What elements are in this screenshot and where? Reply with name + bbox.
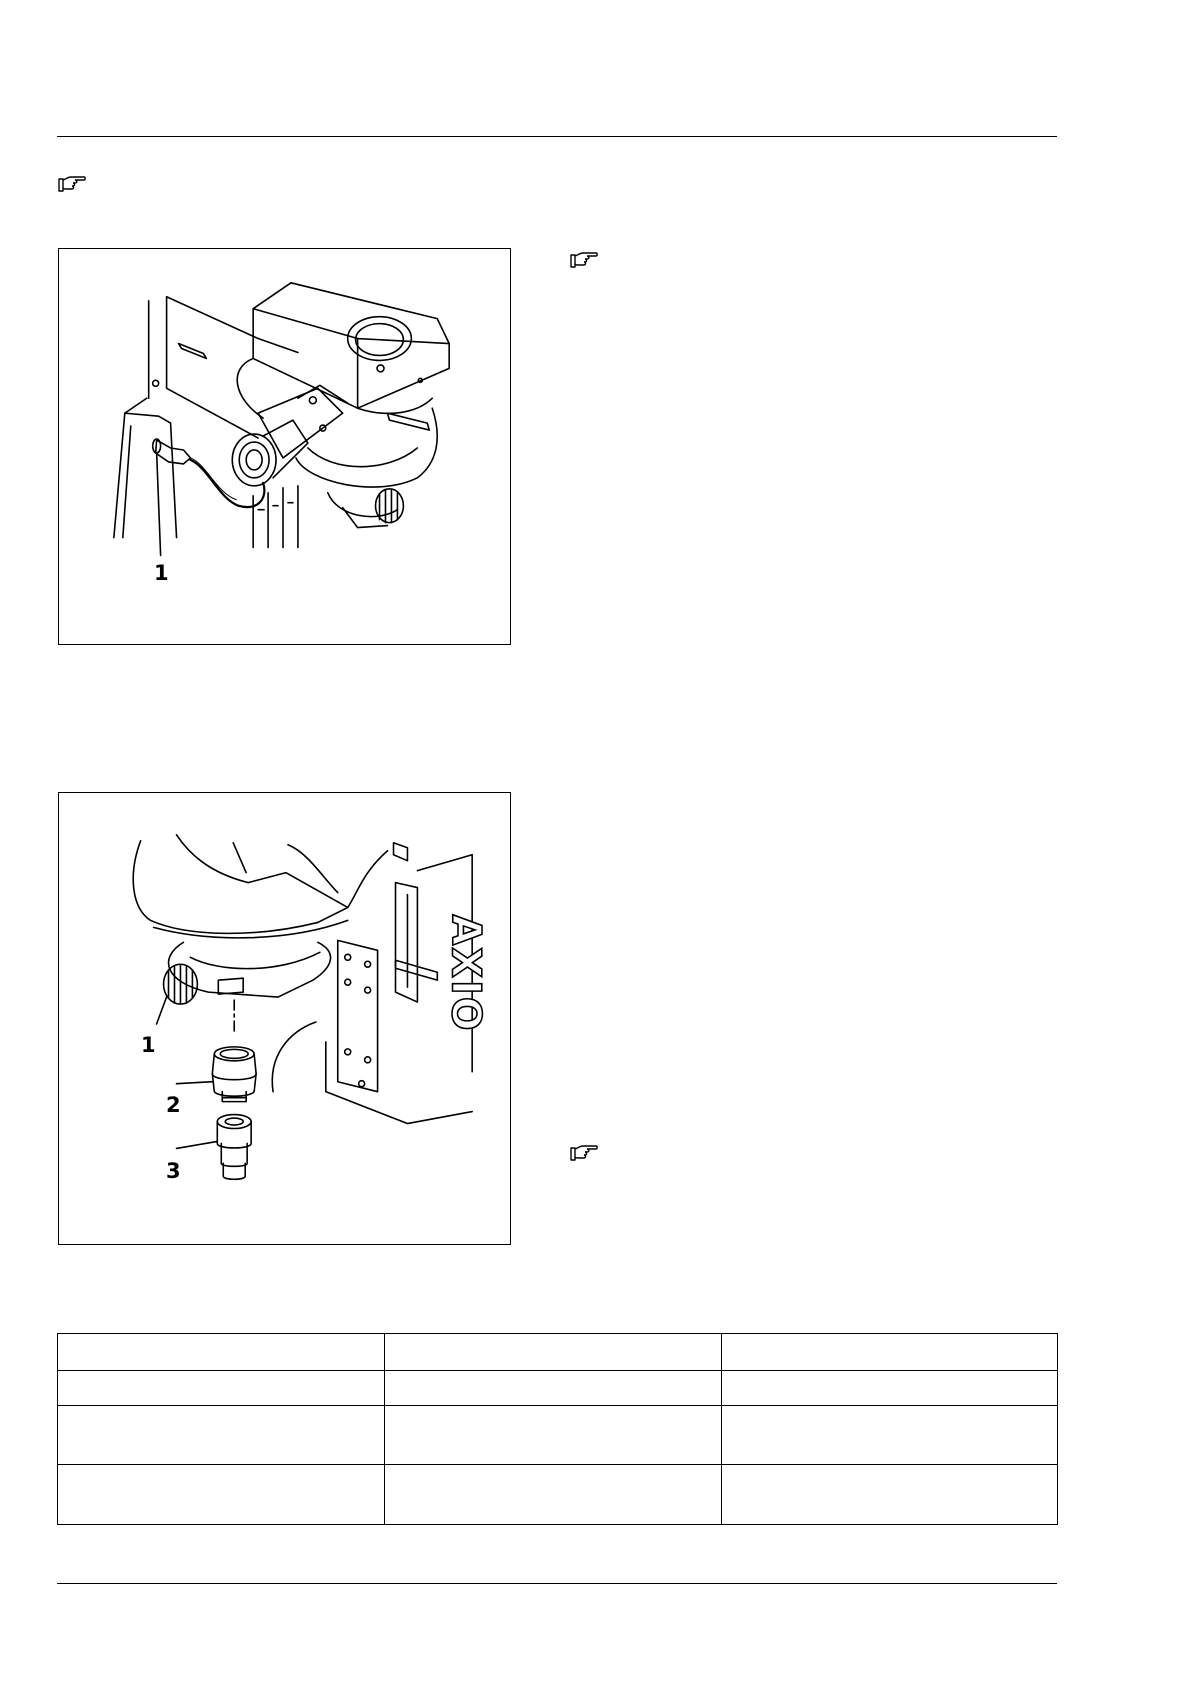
microscope-cable-illustration [59,249,510,644]
table-cell [58,1465,385,1525]
table-cell [722,1465,1058,1525]
figure-microscope-cable-connection [58,248,511,645]
header-rule [57,136,1057,137]
table-cell [385,1334,722,1371]
footer-rule [57,1583,1057,1584]
table-cell [722,1371,1058,1406]
table-cell [58,1406,385,1465]
table-row [58,1406,1058,1465]
table-cell [385,1406,722,1465]
table-row [58,1465,1058,1525]
table-row [58,1371,1058,1406]
table-cell [385,1371,722,1406]
pointing-hand-icon [57,175,87,193]
callout-label-2: 2 [166,1093,181,1117]
specification-table [57,1333,1058,1525]
table-cell [722,1334,1058,1371]
table-row [58,1334,1058,1371]
callout-label-1: 1 [141,1033,156,1057]
table-cell [385,1465,722,1525]
pointing-hand-icon [569,1144,599,1162]
table-cell [58,1371,385,1406]
stand-lettering: AXIO [442,914,489,1033]
eyepiece-assembly-illustration [59,793,510,1244]
callout-label-3: 3 [166,1159,181,1183]
figure-eyepiece-assembly [58,792,511,1245]
table-cell [58,1334,385,1371]
table-cell [722,1406,1058,1465]
pointing-hand-icon [569,251,599,269]
callout-label-1: 1 [154,561,169,585]
